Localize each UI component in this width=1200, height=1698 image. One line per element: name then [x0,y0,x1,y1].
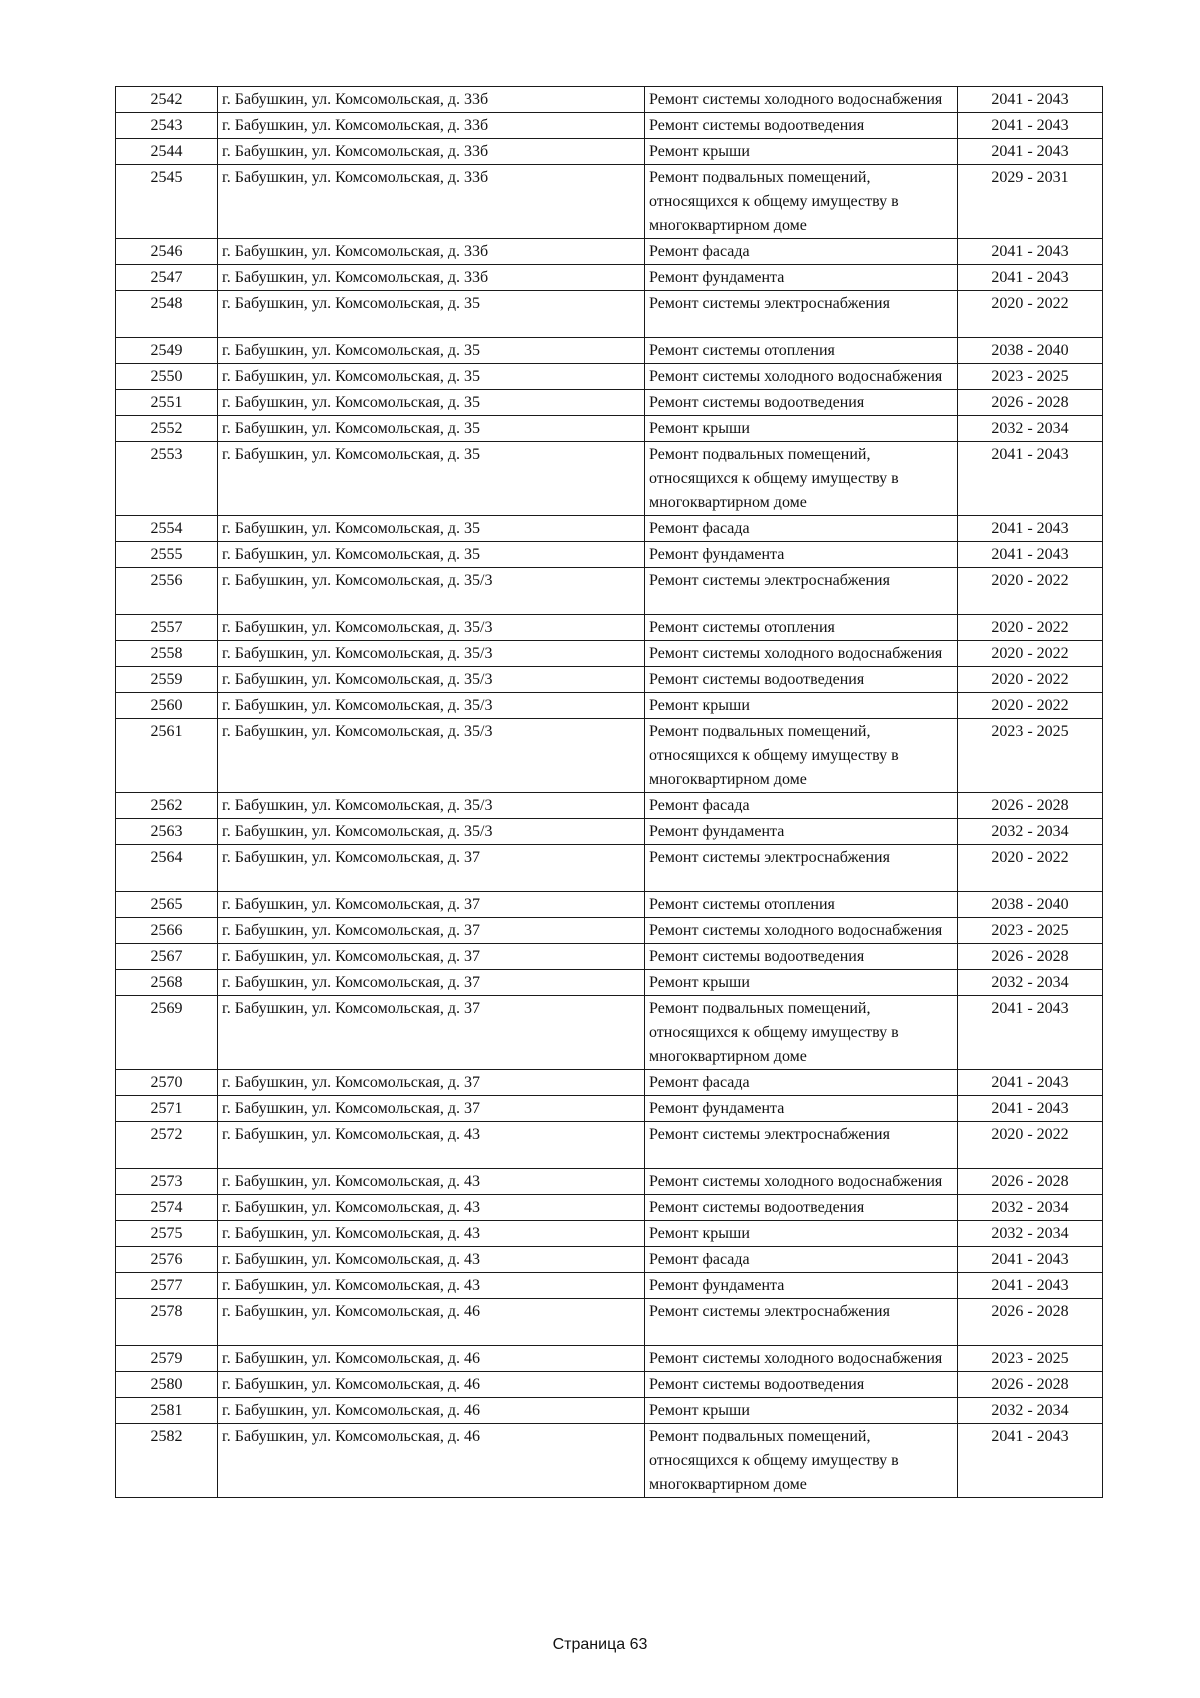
row-number-cell: 2570 [116,1070,218,1096]
address-cell: г. Бабушкин, ул. Комсомольская, д. 35/3 [218,615,645,641]
address-cell: г. Бабушкин, ул. Комсомольская, д. 37 [218,1096,645,1122]
table-row [116,1070,1103,1096]
row-number-cell: 2547 [116,265,218,291]
row-number-cell: 2558 [116,641,218,667]
table-row [116,944,1103,970]
period-cell: 2041 - 2043 [958,113,1103,139]
period-cell: 2023 - 2025 [958,1346,1103,1372]
period-cell: 2038 - 2040 [958,892,1103,918]
table-row [116,291,1103,338]
work-type-cell: Ремонт системы водоотведения [645,113,958,139]
period-cell: 2026 - 2028 [958,1372,1103,1398]
work-type-cell: Ремонт системы водоотведения [645,390,958,416]
row-number-cell: 2555 [116,542,218,568]
period-cell: 2032 - 2034 [958,819,1103,845]
address-cell: г. Бабушкин, ул. Комсомольская, д. 46 [218,1346,645,1372]
period-cell: 2041 - 2043 [958,87,1103,113]
address-cell: г. Бабушкин, ул. Комсомольская, д. 43 [218,1169,645,1195]
table-row [116,1096,1103,1122]
table-row [116,641,1103,667]
work-type-cell: Ремонт фундамента [645,1273,958,1299]
table-row [116,442,1103,516]
period-cell: 2020 - 2022 [958,615,1103,641]
period-cell: 2020 - 2022 [958,667,1103,693]
row-number-cell: 2572 [116,1122,218,1169]
address-cell: г. Бабушкин, ул. Комсомольская, д. 46 [218,1372,645,1398]
work-type-cell: Ремонт подвальных помещений, относящихся к общему имуществу в многоквартирном доме [645,719,958,793]
table-row [116,1372,1103,1398]
row-number-cell: 2543 [116,113,218,139]
period-cell: 2026 - 2028 [958,944,1103,970]
work-type-cell: Ремонт фундамента [645,819,958,845]
table-row [116,265,1103,291]
work-type-cell: Ремонт фундамента [645,1096,958,1122]
period-cell: 2041 - 2043 [958,139,1103,165]
work-type-cell: Ремонт системы холодного водоснабжения [645,87,958,113]
row-number-cell: 2569 [116,996,218,1070]
table-row [116,615,1103,641]
row-number-cell: 2564 [116,845,218,892]
address-cell: г. Бабушкин, ул. Комсомольская, д. 35 [218,516,645,542]
row-number-cell: 2554 [116,516,218,542]
table-row [116,667,1103,693]
table-row [116,568,1103,615]
period-cell: 2041 - 2043 [958,542,1103,568]
work-type-cell: Ремонт крыши [645,416,958,442]
row-number-cell: 2557 [116,615,218,641]
work-type-cell: Ремонт системы отопления [645,892,958,918]
work-type-cell: Ремонт системы холодного водоснабжения [645,918,958,944]
table-row [116,139,1103,165]
address-cell: г. Бабушкин, ул. Комсомольская, д. 37 [218,918,645,944]
address-cell: г. Бабушкин, ул. Комсомольская, д. 43 [218,1273,645,1299]
work-type-cell: Ремонт крыши [645,1398,958,1424]
table-row [116,1247,1103,1273]
address-cell: г. Бабушкин, ул. Комсомольская, д. 43 [218,1247,645,1273]
row-number-cell: 2562 [116,793,218,819]
address-cell: г. Бабушкин, ул. Комсомольская, д. 46 [218,1398,645,1424]
address-cell: г. Бабушкин, ул. Комсомольская, д. 35 [218,390,645,416]
table-row [116,845,1103,892]
period-cell: 2041 - 2043 [958,996,1103,1070]
table-row [116,113,1103,139]
row-number-cell: 2579 [116,1346,218,1372]
period-cell: 2041 - 2043 [958,1273,1103,1299]
work-type-cell: Ремонт системы холодного водоснабжения [645,1346,958,1372]
period-cell: 2041 - 2043 [958,516,1103,542]
row-number-cell: 2574 [116,1195,218,1221]
address-cell: г. Бабушкин, ул. Комсомольская, д. 33б [218,265,645,291]
period-cell: 2041 - 2043 [958,1096,1103,1122]
work-type-cell: Ремонт системы холодного водоснабжения [645,364,958,390]
table-row [116,416,1103,442]
period-cell: 2041 - 2043 [958,1070,1103,1096]
address-cell: г. Бабушкин, ул. Комсомольская, д. 37 [218,996,645,1070]
row-number-cell: 2556 [116,568,218,615]
table-row [116,87,1103,113]
row-number-cell: 2582 [116,1424,218,1498]
row-number-cell: 2544 [116,139,218,165]
address-cell: г. Бабушкин, ул. Комсомольская, д. 33б [218,139,645,165]
row-number-cell: 2542 [116,87,218,113]
table-row [116,1169,1103,1195]
address-cell: г. Бабушкин, ул. Комсомольская, д. 46 [218,1424,645,1498]
work-type-cell: Ремонт системы электроснабжения [645,1299,958,1346]
period-cell: 2026 - 2028 [958,1169,1103,1195]
row-number-cell: 2567 [116,944,218,970]
address-cell: г. Бабушкин, ул. Комсомольская, д. 35/3 [218,568,645,615]
table-row [116,542,1103,568]
work-type-cell: Ремонт фундамента [645,265,958,291]
row-number-cell: 2566 [116,918,218,944]
row-number-cell: 2577 [116,1273,218,1299]
work-type-cell: Ремонт фасада [645,1247,958,1273]
table-row [116,390,1103,416]
period-cell: 2023 - 2025 [958,918,1103,944]
period-cell: 2020 - 2022 [958,291,1103,338]
address-cell: г. Бабушкин, ул. Комсомольская, д. 33б [218,239,645,265]
row-number-cell: 2575 [116,1221,218,1247]
row-number-cell: 2580 [116,1372,218,1398]
table-row [116,970,1103,996]
work-type-cell: Ремонт системы электроснабжения [645,291,958,338]
address-cell: г. Бабушкин, ул. Комсомольская, д. 35/3 [218,819,645,845]
table-row [116,239,1103,265]
period-cell: 2032 - 2034 [958,970,1103,996]
address-cell: г. Бабушкин, ул. Комсомольская, д. 35 [218,542,645,568]
address-cell: г. Бабушкин, ул. Комсомольская, д. 37 [218,1070,645,1096]
period-cell: 2026 - 2028 [958,390,1103,416]
table-row [116,1195,1103,1221]
address-cell: г. Бабушкин, ул. Комсомольская, д. 35 [218,416,645,442]
work-type-cell: Ремонт подвальных помещений, относящихся к общему имуществу в многоквартирном доме [645,165,958,239]
row-number-cell: 2573 [116,1169,218,1195]
row-number-cell: 2571 [116,1096,218,1122]
address-cell: г. Бабушкин, ул. Комсомольская, д. 43 [218,1122,645,1169]
row-number-cell: 2549 [116,338,218,364]
address-cell: г. Бабушкин, ул. Комсомольская, д. 35/3 [218,793,645,819]
table-row [116,1424,1103,1498]
row-number-cell: 2559 [116,667,218,693]
table-row [116,996,1103,1070]
work-type-cell: Ремонт системы холодного водоснабжения [645,641,958,667]
table-row [116,918,1103,944]
address-cell: г. Бабушкин, ул. Комсомольская, д. 35/3 [218,641,645,667]
period-cell: 2026 - 2028 [958,793,1103,819]
table-row [116,719,1103,793]
address-cell: г. Бабушкин, ул. Комсомольская, д. 33б [218,87,645,113]
period-cell: 2032 - 2034 [958,1398,1103,1424]
period-cell: 2038 - 2040 [958,338,1103,364]
repair-schedule-table [115,86,1103,1498]
work-type-cell: Ремонт системы электроснабжения [645,1122,958,1169]
row-number-cell: 2553 [116,442,218,516]
work-type-cell: Ремонт системы водоотведения [645,944,958,970]
address-cell: г. Бабушкин, ул. Комсомольская, д. 37 [218,892,645,918]
work-type-cell: Ремонт подвальных помещений, относящихся к общему имуществу в многоквартирном доме [645,1424,958,1498]
row-number-cell: 2578 [116,1299,218,1346]
period-cell: 2041 - 2043 [958,1247,1103,1273]
work-type-cell: Ремонт системы водоотведения [645,1372,958,1398]
table-row [116,892,1103,918]
table-row [116,1398,1103,1424]
period-cell: 2041 - 2043 [958,442,1103,516]
row-number-cell: 2548 [116,291,218,338]
work-type-cell: Ремонт подвальных помещений, относящихся к общему имуществу в многоквартирном доме [645,996,958,1070]
row-number-cell: 2565 [116,892,218,918]
row-number-cell: 2576 [116,1247,218,1273]
period-cell: 2020 - 2022 [958,693,1103,719]
work-type-cell: Ремонт крыши [645,693,958,719]
period-cell: 2032 - 2034 [958,1195,1103,1221]
work-type-cell: Ремонт системы холодного водоснабжения [645,1169,958,1195]
address-cell: г. Бабушкин, ул. Комсомольская, д. 35/3 [218,719,645,793]
address-cell: г. Бабушкин, ул. Комсомольская, д. 43 [218,1195,645,1221]
row-number-cell: 2552 [116,416,218,442]
row-number-cell: 2581 [116,1398,218,1424]
work-type-cell: Ремонт системы электроснабжения [645,845,958,892]
row-number-cell: 2550 [116,364,218,390]
period-cell: 2041 - 2043 [958,265,1103,291]
row-number-cell: 2551 [116,390,218,416]
period-cell: 2026 - 2028 [958,1299,1103,1346]
work-type-cell: Ремонт системы водоотведения [645,1195,958,1221]
address-cell: г. Бабушкин, ул. Комсомольская, д. 37 [218,845,645,892]
work-type-cell: Ремонт системы водоотведения [645,667,958,693]
work-type-cell: Ремонт системы отопления [645,338,958,364]
address-cell: г. Бабушкин, ул. Комсомольская, д. 33б [218,113,645,139]
table-row [116,516,1103,542]
address-cell: г. Бабушкин, ул. Комсомольская, д. 46 [218,1299,645,1346]
period-cell: 2020 - 2022 [958,568,1103,615]
period-cell: 2020 - 2022 [958,1122,1103,1169]
row-number-cell: 2546 [116,239,218,265]
table-row [116,1273,1103,1299]
row-number-cell: 2545 [116,165,218,239]
period-cell: 2032 - 2034 [958,1221,1103,1247]
table-row [116,338,1103,364]
period-cell: 2020 - 2022 [958,845,1103,892]
table-row [116,364,1103,390]
work-type-cell: Ремонт крыши [645,970,958,996]
address-cell: г. Бабушкин, ул. Комсомольская, д. 35 [218,442,645,516]
table-row [116,819,1103,845]
table-row [116,793,1103,819]
work-type-cell: Ремонт фасада [645,516,958,542]
table-row [116,1346,1103,1372]
address-cell: г. Бабушкин, ул. Комсомольская, д. 43 [218,1221,645,1247]
period-cell: 2041 - 2043 [958,1424,1103,1498]
address-cell: г. Бабушкин, ул. Комсомольская, д. 35/3 [218,693,645,719]
work-type-cell: Ремонт крыши [645,1221,958,1247]
table-body [116,87,1103,1498]
period-cell: 2020 - 2022 [958,641,1103,667]
period-cell: 2041 - 2043 [958,239,1103,265]
work-type-cell: Ремонт подвальных помещений, относящихся к общему имуществу в многоквартирном доме [645,442,958,516]
table-row [116,165,1103,239]
table-row [116,693,1103,719]
period-cell: 2032 - 2034 [958,416,1103,442]
period-cell: 2023 - 2025 [958,364,1103,390]
address-cell: г. Бабушкин, ул. Комсомольская, д. 37 [218,970,645,996]
work-type-cell: Ремонт фундамента [645,542,958,568]
address-cell: г. Бабушкин, ул. Комсомольская, д. 37 [218,944,645,970]
address-cell: г. Бабушкин, ул. Комсомольская, д. 35 [218,364,645,390]
address-cell: г. Бабушкин, ул. Комсомольская, д. 35 [218,291,645,338]
table-row [116,1221,1103,1247]
row-number-cell: 2560 [116,693,218,719]
address-cell: г. Бабушкин, ул. Комсомольская, д. 35/3 [218,667,645,693]
row-number-cell: 2568 [116,970,218,996]
table-row [116,1299,1103,1346]
work-type-cell: Ремонт крыши [645,139,958,165]
work-type-cell: Ремонт фасада [645,239,958,265]
address-cell: г. Бабушкин, ул. Комсомольская, д. 35 [218,338,645,364]
work-type-cell: Ремонт системы электроснабжения [645,568,958,615]
period-cell: 2029 - 2031 [958,165,1103,239]
work-type-cell: Ремонт системы отопления [645,615,958,641]
work-type-cell: Ремонт фасада [645,793,958,819]
page-number: Страница 63 [552,1636,648,1653]
row-number-cell: 2563 [116,819,218,845]
table-row [116,1122,1103,1169]
work-type-cell: Ремонт фасада [645,1070,958,1096]
row-number-cell: 2561 [116,719,218,793]
period-cell: 2023 - 2025 [958,719,1103,793]
address-cell: г. Бабушкин, ул. Комсомольская, д. 33б [218,165,645,239]
